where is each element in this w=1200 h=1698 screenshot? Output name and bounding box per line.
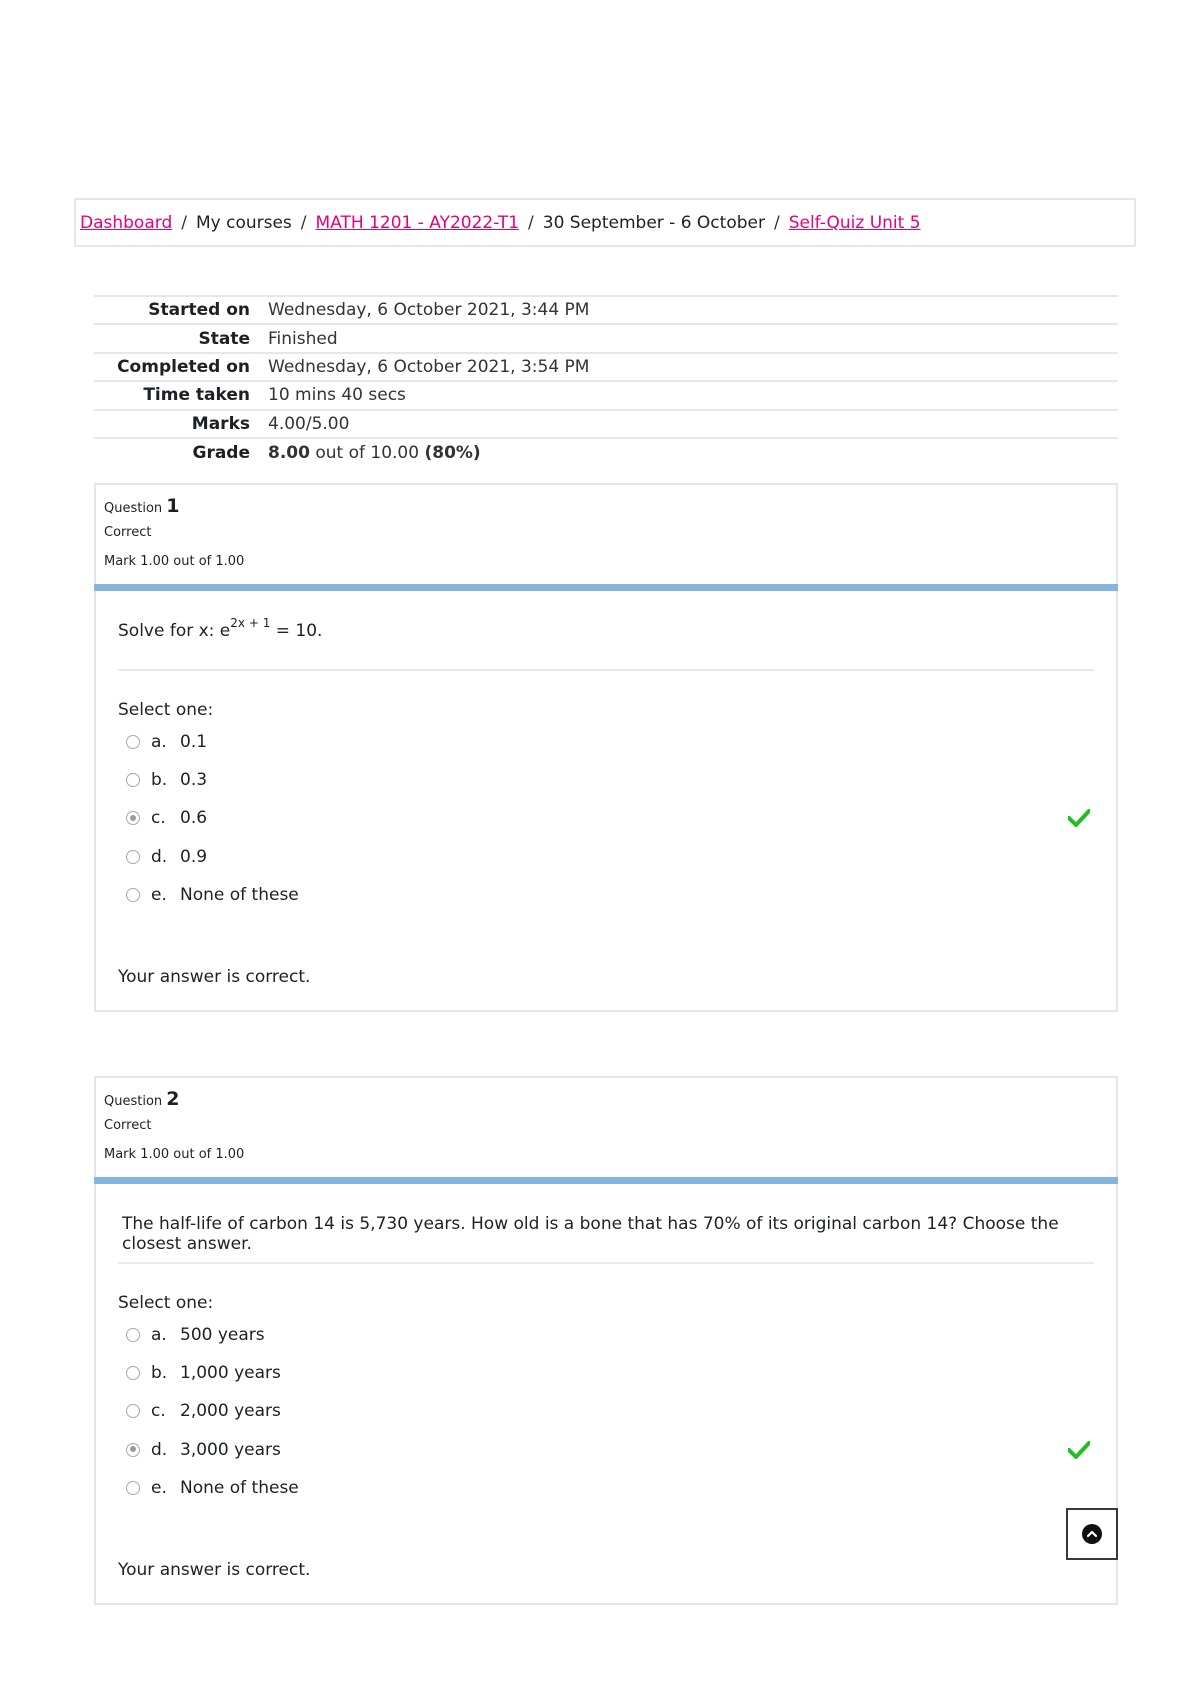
- answer-text: 3,000 years: [180, 1439, 281, 1460]
- answer-option-b[interactable]: [118, 1354, 1094, 1392]
- question-label: Question: [104, 501, 163, 516]
- answer-option-e[interactable]: [118, 1469, 1094, 1507]
- summary-row-state: [94, 324, 1118, 352]
- answer-option-b[interactable]: [118, 761, 1094, 799]
- question-state: Correct: [104, 1118, 152, 1133]
- breadcrumb-separator: /: [773, 212, 780, 233]
- question-info: [96, 485, 1116, 584]
- answer-letter: a.: [151, 1325, 167, 1346]
- answer-text: 0.3: [180, 770, 208, 791]
- select-one-prompt: Select one:: [118, 1293, 214, 1313]
- breadcrumb-my-courses: My courses: [195, 212, 292, 233]
- completed-on-label: Completed on: [117, 356, 250, 377]
- grade-score: 8.00: [268, 442, 310, 463]
- chevron-up-icon: [1086, 1530, 1098, 1538]
- breadcrumb-quiz-link[interactable]: Self-Quiz Unit 5: [788, 212, 921, 233]
- question-text: [118, 591, 1094, 671]
- radio-button[interactable]: [126, 773, 140, 787]
- question-label: Question: [104, 1094, 163, 1109]
- question-number: [104, 495, 1108, 520]
- grade-out-of: out of 10.00: [315, 442, 420, 463]
- attempt-summary-table: [94, 295, 1118, 466]
- check-icon: [1068, 1441, 1090, 1459]
- question-exponent: 2x + 1: [230, 616, 271, 630]
- question-1: [94, 483, 1118, 1012]
- answer-option-c[interactable]: [118, 1392, 1094, 1430]
- answer-text: 0.9: [180, 846, 208, 867]
- question-number: [104, 1088, 1108, 1113]
- answer-option-d[interactable]: [118, 838, 1094, 876]
- answer-text: None of these: [180, 1477, 299, 1498]
- summary-row-marks: [94, 410, 1118, 438]
- answer-text: 500 years: [180, 1325, 265, 1346]
- question-text-part: Solve for x: e: [118, 621, 231, 641]
- answer-text: 1,000 years: [180, 1363, 281, 1384]
- radio-button[interactable]: [126, 1404, 140, 1418]
- grade-label: Grade: [192, 442, 250, 463]
- answer-text: 0.1: [180, 732, 208, 753]
- question-mark: Mark 1.00 out of 1.00: [104, 554, 245, 569]
- started-on-label: Started on: [148, 300, 250, 321]
- answer-option-a[interactable]: [118, 1316, 1094, 1354]
- marks-value: 4.00/5.00: [268, 413, 350, 434]
- time-taken-label: Time taken: [143, 385, 250, 406]
- question-content: [96, 1184, 1116, 1603]
- summary-row-started: [94, 296, 1118, 324]
- back-to-top-button[interactable]: [1066, 1508, 1118, 1560]
- question-content: [96, 591, 1116, 1010]
- breadcrumb-week: 30 September - 6 October: [542, 212, 765, 233]
- question-text: The half-life of carbon 14 is 5,730 years. How old is a bone that has 70% of its original carbon 14? Choose the closest answer.: [118, 1184, 1094, 1264]
- answer-option-d[interactable]: [118, 1431, 1094, 1469]
- grade-value: [258, 438, 1118, 466]
- radio-button-selected[interactable]: [126, 811, 140, 825]
- marks-label: Marks: [191, 413, 250, 434]
- summary-row-grade: [94, 438, 1118, 466]
- answer-feedback: Your answer is correct.: [118, 1559, 311, 1580]
- state-label: State: [198, 328, 250, 349]
- answer-letter: e.: [151, 884, 167, 905]
- question-number-value: 2: [166, 1088, 180, 1110]
- question-divider-stripe: [94, 584, 1118, 591]
- back-to-top-circle: [1082, 1524, 1102, 1544]
- breadcrumb-dashboard-link[interactable]: Dashboard: [80, 212, 173, 233]
- answer-text: 2,000 years: [180, 1401, 281, 1422]
- answer-list: [118, 1316, 1094, 1507]
- answer-feedback: Your answer is correct.: [118, 966, 311, 987]
- radio-button[interactable]: [126, 1366, 140, 1380]
- answer-letter: c.: [151, 1401, 166, 1422]
- breadcrumb-separator: /: [300, 212, 307, 233]
- summary-row-completed: [94, 353, 1118, 381]
- radio-button[interactable]: [126, 850, 140, 864]
- radio-button-selected[interactable]: [126, 1443, 140, 1457]
- question-mark: Mark 1.00 out of 1.00: [104, 1147, 245, 1162]
- answer-letter: d.: [151, 1439, 168, 1460]
- question-divider-stripe: [94, 1177, 1118, 1184]
- answer-letter: b.: [151, 770, 168, 791]
- answer-list: [118, 723, 1094, 914]
- answer-letter: a.: [151, 732, 167, 753]
- answer-letter: b.: [151, 1363, 168, 1384]
- question-text-part: = 10.: [270, 621, 323, 641]
- summary-row-time: [94, 381, 1118, 409]
- question-number-value: 1: [166, 495, 180, 517]
- breadcrumb-separator: /: [528, 212, 534, 233]
- radio-button[interactable]: [126, 888, 140, 902]
- answer-letter: d.: [151, 846, 168, 867]
- answer-text: None of these: [180, 884, 299, 905]
- select-one-prompt: Select one:: [118, 700, 214, 720]
- question-2: [94, 1076, 1118, 1605]
- completed-on-value: Wednesday, 6 October 2021, 3:54 PM: [268, 356, 590, 377]
- check-icon: [1068, 809, 1090, 827]
- state-value: Finished: [268, 328, 338, 349]
- radio-button[interactable]: [126, 1481, 140, 1495]
- answer-option-e[interactable]: [118, 876, 1094, 914]
- started-on-value: Wednesday, 6 October 2021, 3:44 PM: [268, 300, 590, 321]
- breadcrumb-course-link[interactable]: MATH 1201 - AY2022-T1: [315, 212, 520, 233]
- answer-option-c[interactable]: [118, 799, 1094, 837]
- time-taken-value: 10 mins 40 secs: [268, 385, 406, 406]
- question-state: Correct: [104, 525, 152, 540]
- answer-option-a[interactable]: [118, 723, 1094, 761]
- radio-button[interactable]: [126, 1328, 140, 1342]
- radio-button[interactable]: [126, 735, 140, 749]
- breadcrumb: [74, 198, 1136, 247]
- answer-text: 0.6: [180, 808, 208, 829]
- answer-letter: c.: [151, 808, 166, 829]
- breadcrumb-separator: /: [181, 212, 187, 233]
- question-info: [96, 1078, 1116, 1177]
- answer-letter: e.: [151, 1477, 167, 1498]
- grade-percent: (80%): [424, 442, 481, 463]
